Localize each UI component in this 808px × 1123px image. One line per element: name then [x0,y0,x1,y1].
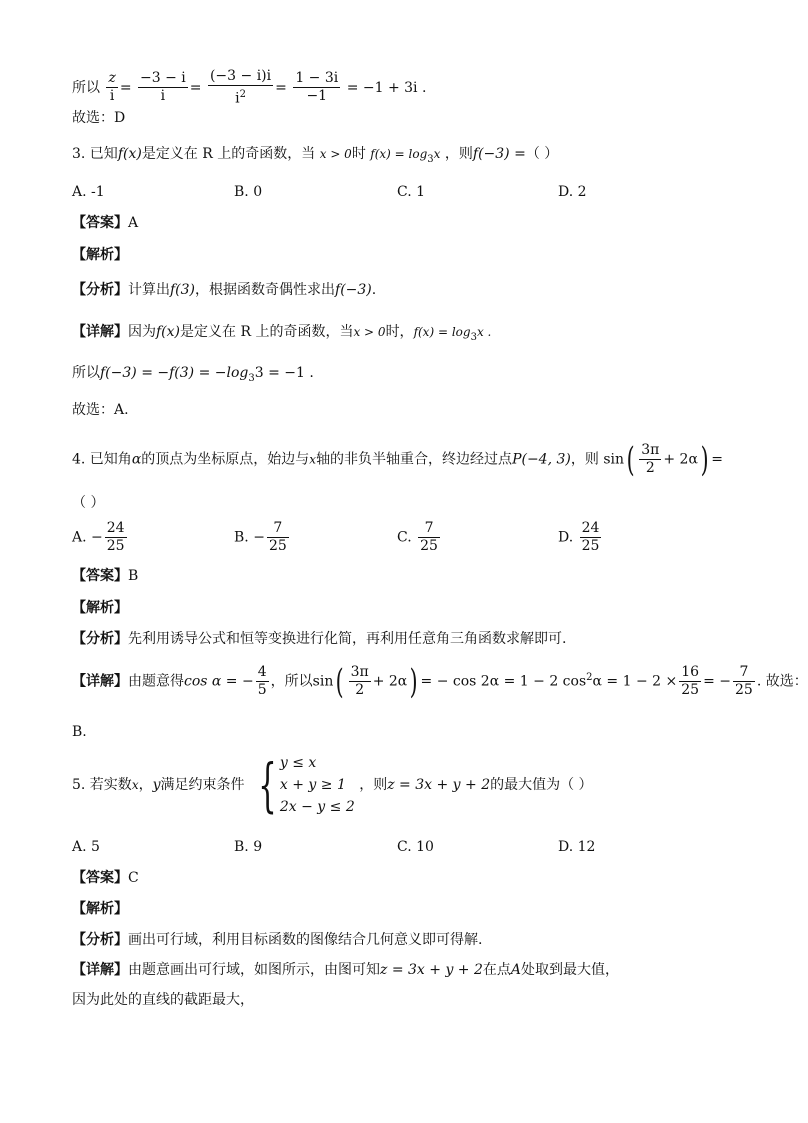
q5-xiangjie: 【详解】由题意画出可行域，如图所示，由图可知z = 3x + y + 2在点A处取到最大值， [72,962,620,978]
q5-fenxi: 【分析】画出可行域，利用目标函数的图像结合几何意义即可得解. [72,932,483,948]
prev-answer: 故选：D [72,110,126,126]
question-3-stem: 3. 已知f(x)是定义在 R 上的奇函数，当 x > 0时 $f(x) = \log_3x$ ，则f(−3) =（ ） [72,146,559,165]
fraction: $\frac{1 - 3i}{-1}$ [295,70,339,105]
q3-option-a: A. -1 [72,184,105,200]
q4-jiexi: 【解析】 [72,600,128,616]
q4-fenxi: 【分析】先利用诱导公式和恒等变换进行化简，再利用任意角三角函数求解即可. [72,631,567,647]
q4-option-b: B. − $\frac{7}{25}$ [234,520,287,554]
q5-answer: 【答案】C [72,870,139,886]
q4-xiangjie-cont: B. [72,724,87,740]
q5-option-c: C. 10 [397,839,434,855]
question-5-stem: 5. 若实数x，y满足约束条件 { y ≤ x x + y ≥ 1 2x − y ≤ 2 ，则z = 3x + y + 2的最大值为（ ） [72,751,593,819]
q3-so: 所以$f(-3) = -f(3) = -\log_33 = -1$ . [72,365,314,384]
q3-option-d: D. 2 [558,184,587,200]
q3-option-c: C. 1 [397,184,426,200]
q4-xiangjie: 【详解】由题意得cos α = − $\frac{4}{5}$ ，所以sin( $\frac{3\pi}{2}$ + 2α) = − cos 2α = 1 − 2 $\cos^2\alpha = 1 - 2$ × $\frac{16}{25}$ = − $\frac{7}{25}$ . 故选： [72,661,808,702]
fraction: $\frac{z}{i}$ [108,70,116,105]
q5-option-d: D. 12 [558,839,596,855]
q4-option-d: D. $\frac{24}{25}$ [558,520,600,554]
q4-blank: （ ） [72,495,105,511]
q3-option-b: B. 0 [234,184,263,200]
q4-option-c: C. $\frac{7}{25}$ [397,520,438,554]
q4-answer: 【答案】B [72,568,139,584]
q4-option-a: A. − $\frac{24}{25}$ [72,520,125,554]
fraction: $\frac{-3 - i}{i}$ [140,70,186,105]
q5-option-b: B. 9 [234,839,263,855]
q5-jiexi: 【解析】 [72,901,128,917]
top-equation: 所以 $\frac{z}{i}$ = $\frac{-3 - i}{i}$ = $\frac{(-3 - i)i}{i^2}$ = $\frac{1 - 3i}{-1}$ = −1 + 3i . [72,68,427,107]
fraction: $\frac{(-3 - i)i}{i^2}$ [209,68,272,107]
q5-option-a: A. 5 [72,839,100,855]
q5-last: 因为此处的直线的截距最大， [72,992,254,1008]
q3-xiangjie: 【详解】因为f(x)是定义在 R 上的奇函数，当x > 0时，$f(x) = \log_3x$ . [72,324,492,343]
q3-answer: 【答案】A [72,215,139,231]
q3-jiexi: 【解析】 [72,247,128,263]
q3-choose: 故选：A. [72,402,129,418]
q3-fenxi: 【分析】计算出f(3)，根据函数奇偶性求出f(−3). [72,282,377,298]
question-4-stem: 4. 已知角α的顶点为坐标原点，始边与x轴的非负半轴重合，终边经过点P(−4, 3)，则 sin( $\frac{3\pi}{2}$ + 2α) = [72,439,723,480]
